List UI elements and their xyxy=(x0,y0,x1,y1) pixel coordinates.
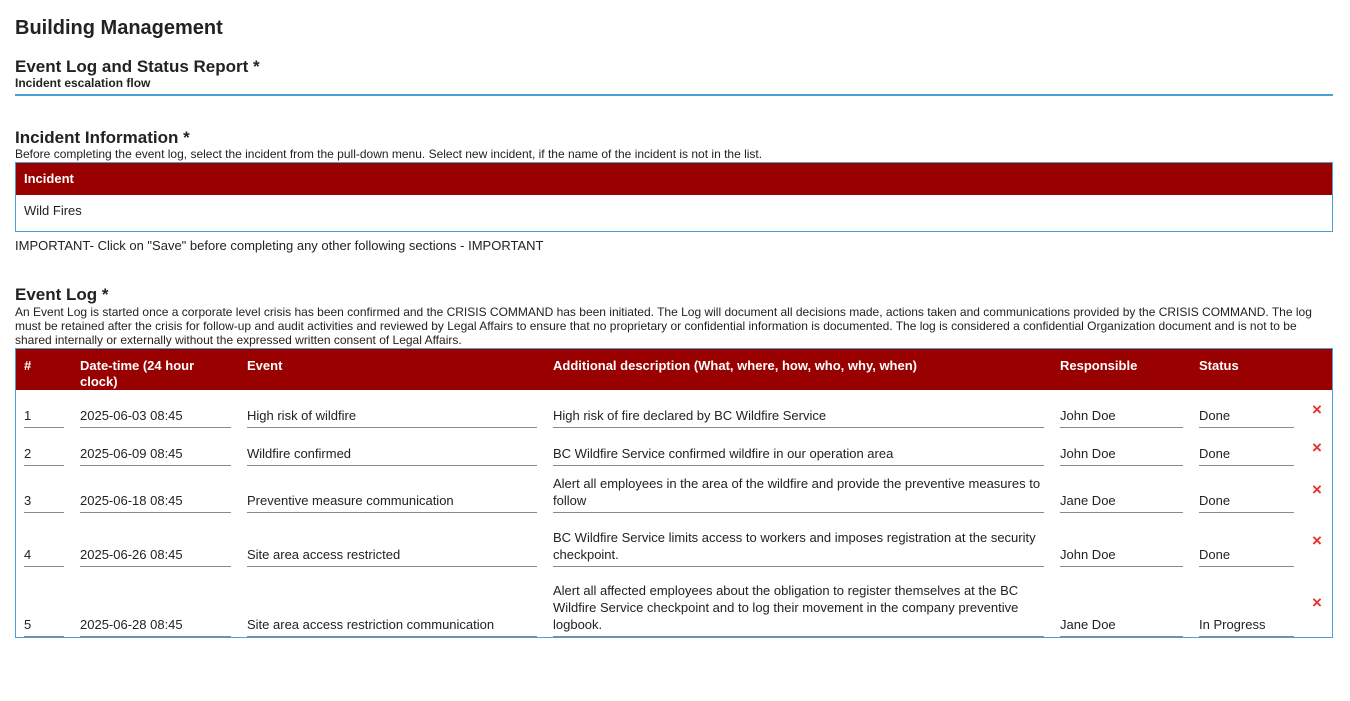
datetime-field[interactable]: 2025-06-18 08:45 xyxy=(80,490,231,513)
event-field[interactable]: Preventive measure communication xyxy=(247,490,537,513)
incident-header: Incident xyxy=(16,163,1332,195)
table-row xyxy=(16,513,1332,567)
column-header-responsible: Responsible xyxy=(1052,349,1191,390)
status-field[interactable]: Done xyxy=(1199,443,1294,466)
event-field[interactable]: High risk of wildfire xyxy=(247,405,537,428)
row-number-field[interactable]: 4 xyxy=(24,544,64,567)
description-field[interactable]: Alert all employees in the area of the wildfire and provide the preventive measures to follow xyxy=(553,473,1044,513)
event-log-table xyxy=(16,349,1332,637)
responsible-field[interactable]: John Doe xyxy=(1060,443,1183,466)
remove-row-icon[interactable]: × xyxy=(1312,530,1322,550)
status-field[interactable]: Done xyxy=(1199,490,1294,513)
report-subtitle: Incident escalation flow xyxy=(15,76,151,90)
app-title: Building Management xyxy=(15,17,223,39)
description-field[interactable]: BC Wildfire Service confirmed wildfire in our operation area xyxy=(553,443,1044,466)
responsible-field[interactable]: Jane Doe xyxy=(1060,614,1183,637)
table-row xyxy=(16,390,1332,428)
responsible-field[interactable]: John Doe xyxy=(1060,544,1183,567)
remove-row-icon[interactable]: × xyxy=(1312,480,1322,499)
responsible-field[interactable]: Jane Doe xyxy=(1060,490,1183,513)
datetime-field[interactable]: 2025-06-28 08:45 xyxy=(80,614,231,637)
incident-box xyxy=(15,162,1333,232)
event-log-description: An Event Log is started once a corporate level crisis has been confirmed and the CRISIS COMMAND has been initiated. The Log will document all decisions made, actions taken and communications provided by the CRISIS COMMAND. The log must be retained after the crisis for follow-up and audit activities and reviewed by Legal Affairs to ensure that no proprietary or confidential information is documented. The log is considered a confidential Organization document and is not to be shared internally or externally without the expressed written consent of Legal Affairs. xyxy=(15,305,1312,347)
important-note: IMPORTANT- Click on "Save" before completing any other following sections - IMPORTANT xyxy=(15,238,544,253)
table-row xyxy=(16,428,1332,466)
responsible-field[interactable]: John Doe xyxy=(1060,405,1183,428)
incident-section-title: Incident Information * xyxy=(15,128,190,147)
event-field[interactable]: Site area access restricted xyxy=(247,544,537,567)
report-title: Event Log and Status Report * xyxy=(15,57,260,76)
description-field[interactable]: High risk of fire declared by BC Wildfire Service xyxy=(553,405,1044,428)
column-header-description: Additional description (What, where, how, who, why, when) xyxy=(545,349,1052,390)
datetime-field[interactable]: 2025-06-03 08:45 xyxy=(80,405,231,428)
row-number-field[interactable]: 3 xyxy=(24,490,64,513)
event-log-section xyxy=(15,286,1333,638)
description-field[interactable]: BC Wildfire Service limits access to workers and imposes registration at the security checkpoint. xyxy=(553,527,1044,567)
status-field[interactable]: Done xyxy=(1199,544,1294,567)
incident-select[interactable]: Wild Fires xyxy=(24,203,82,218)
table-row xyxy=(16,567,1332,637)
event-log-title: Event Log * xyxy=(15,285,109,304)
description-field[interactable]: Alert all affected employees about the obligation to register themselves at the BC Wildfire Service checkpoint and to log their movement in the company preventive logbook. xyxy=(553,580,1044,637)
incident-section xyxy=(15,129,1333,253)
status-field[interactable]: Done xyxy=(1199,405,1294,428)
event-field[interactable]: Wildfire confirmed xyxy=(247,443,537,466)
column-header-num: # xyxy=(16,349,72,390)
column-header-datetime: Date-time (24 hour clock) xyxy=(72,349,239,390)
remove-row-icon[interactable]: × xyxy=(1312,592,1322,612)
remove-row-icon[interactable]: × xyxy=(1312,399,1322,419)
table-row xyxy=(16,466,1332,513)
column-header-actions xyxy=(1302,349,1332,390)
datetime-field[interactable]: 2025-06-26 08:45 xyxy=(80,544,231,567)
event-log-box xyxy=(15,348,1333,638)
incident-section-description: Before completing the event log, select the incident from the pull-down menu. Select new incident, if the name of the incident is not in the list. xyxy=(15,147,763,161)
row-number-field[interactable]: 1 xyxy=(24,405,64,428)
remove-row-icon[interactable]: × xyxy=(1312,437,1322,457)
datetime-field[interactable]: 2025-06-09 08:45 xyxy=(80,443,231,466)
event-field[interactable]: Site area access restriction communication xyxy=(247,614,537,637)
row-number-field[interactable]: 5 xyxy=(24,614,64,637)
column-header-status: Status xyxy=(1191,349,1302,390)
report-header xyxy=(15,58,1333,96)
status-field[interactable]: In Progress xyxy=(1199,614,1294,637)
column-header-event: Event xyxy=(239,349,545,390)
row-number-field[interactable]: 2 xyxy=(24,443,64,466)
table-header-row xyxy=(16,349,1332,390)
